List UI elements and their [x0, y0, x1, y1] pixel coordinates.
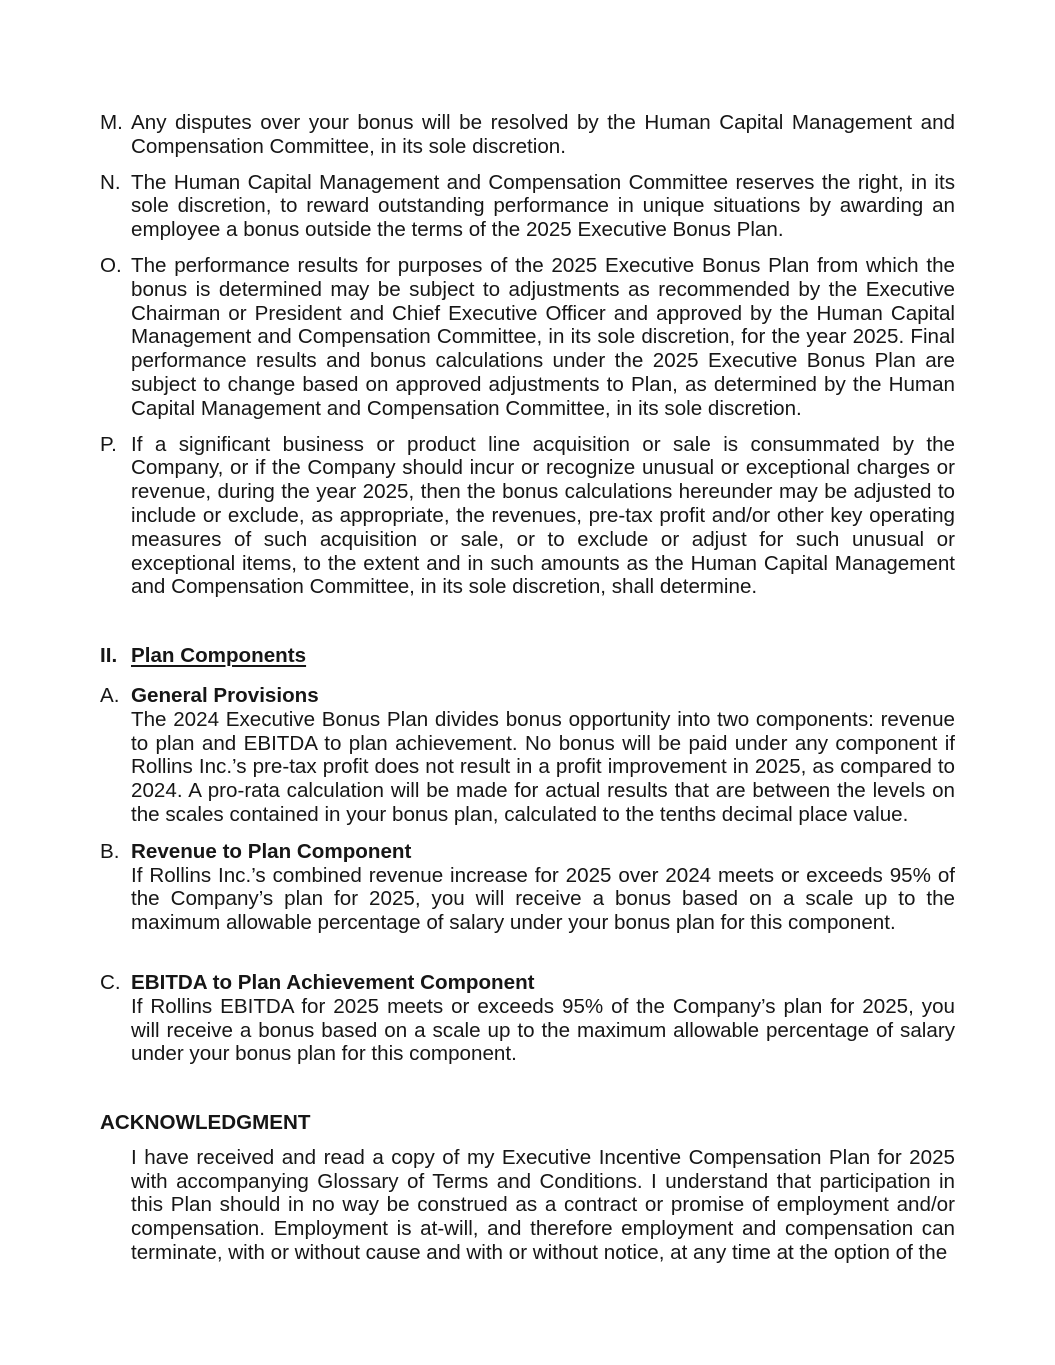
list-item-p [100, 433, 955, 600]
list-marker-n: N. [100, 170, 121, 194]
list-marker-m: M. [100, 111, 123, 134]
subsection-body-b: If Rollins Inc.’s combined revenue increase for 2025 over 2024 meets or exceeds 95% of the Company’s plan for 2025, you will receive a bonus based on a scale up to the maximum allowable percentage of salary under your bonus plan for this component. [131, 863, 955, 935]
list-item-m [100, 111, 955, 159]
list-marker-o: O. [100, 253, 122, 277]
subsection-ebitda-to-plan [100, 971, 955, 1066]
subsection-general-provisions [100, 684, 955, 827]
subsection-body-a: The 2024 Executive Bonus Plan divides bonus opportunity into two components: revenue to plan and EBITDA to plan achievement. No bonus will be paid under any component if Rollins Inc.’s pre-tax profit does not result in a profit improvement in 2025, as compared to 2024. A pro-rata calculation will be made for actual results that are between the levels on the scales contained in your bonus plan, calculated to the tenths decimal place value. [131, 707, 955, 826]
list-text-o: The performance results for purposes of the 2025 Executive Bonus Plan from which the bonus is determined may be subject to adjustments as recommended by the Executive Chairman or President and Chief Executive Officer and approved by the Human Capital Management and Compensation Committee, in its sole discretion, for the year 2025. Final performance results and bonus calculations under the 2025 Executive Bonus Plan are subject to change based on approved adjustments to Plan, as determined by the Human Capital Management and Compensation Committee, in its sole discretion. [131, 253, 955, 420]
subsection-marker-a: A. [100, 683, 120, 707]
section-number: II. [100, 644, 118, 668]
list-text-p: If a significant business or product line acquisition or sale is consummated by the Company, or if the Company should incur or recognize unusual or exceptional charges or revenue, during the year 2025, then the bonus calculations hereunder may be adjusted to include or exclude, as appropriate, the revenues, pre-tax profit and/or other key operating measures of such acquisition or sale, or to exclude or adjust for such unusual or exceptional items, to the extent and in such amounts as the Human Capital Management and Compensation Committee, in its sole discretion, shall determine. [131, 432, 955, 599]
subsection-heading-a: General Provisions [131, 683, 319, 707]
list-text-n: The Human Capital Management and Compensation Committee reserves the right, in its sole discretion, to reward outstanding performance in unique situations by awarding an employee a bonus outside the terms of the 2025 Executive Bonus Plan. [131, 170, 955, 242]
acknowledgment-body: I have received and read a copy of my Executive Incentive Compensation Plan for 2025 with accompanying Glossary of Terms and Conditions. I understand that participation in this Plan should in no way be construed as a contract or promise of employment and/or compensation. Employment is at-will, and therefore employment and compensation can terminate, with or without cause and with or without notice, at any time at the option of the [131, 1145, 955, 1265]
subsection-body-c: If Rollins EBITDA for 2025 meets or exceeds 95% of the Company’s plan for 2025, you will receive a bonus based on a scale up to the maximum allowable percentage of salary under your bonus plan for this component. [131, 994, 955, 1066]
list-text-m: Any disputes over your bonus will be resolved by the Human Capital Management and Compensation Committee, in its sole discretion. [131, 111, 955, 158]
list-item-n [100, 171, 955, 242]
section-heading-plan-components [100, 644, 955, 668]
subsection-heading-c: EBITDA to Plan Achievement Component [131, 970, 535, 994]
acknowledgment-heading: ACKNOWLEDGMENT [100, 1111, 311, 1135]
section-title: Plan Components [131, 644, 307, 668]
list-marker-p: P. [100, 432, 117, 456]
subsection-marker-b: B. [100, 839, 120, 863]
subsection-revenue-to-plan [100, 840, 955, 935]
subsection-heading-b: Revenue to Plan Component [131, 839, 412, 863]
subsection-marker-c: C. [100, 970, 121, 994]
list-item-o [100, 254, 955, 421]
